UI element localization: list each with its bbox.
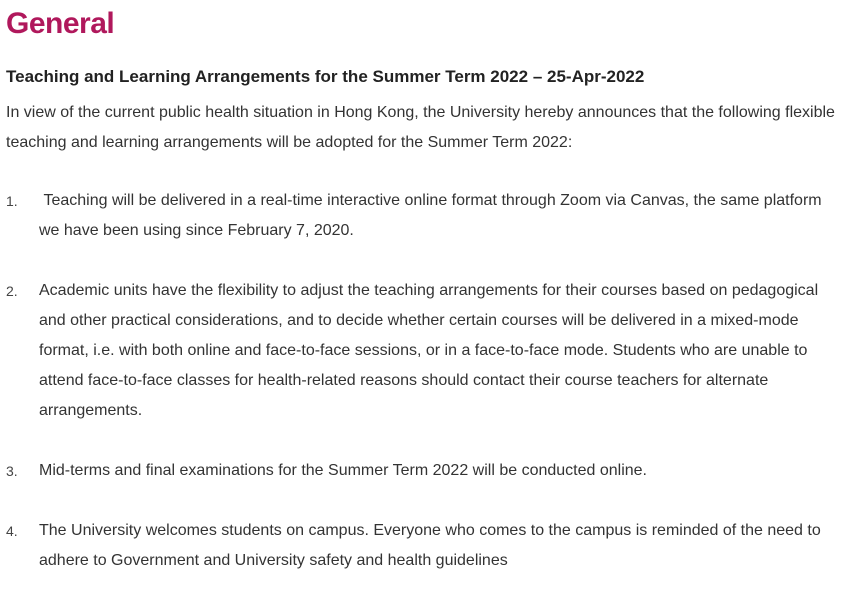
list-item-number: 2. — [6, 283, 18, 299]
list-item-text: The University welcomes students on campus. Everyone who comes to the campus is reminded of the need to adhere to Government and University safety and health guidelines — [39, 522, 821, 569]
list-item-text: Academic units have the flexibility to adjust the teaching arrangements for their courses based on pedagogical and other practical considerations, and to decide whether certain courses will be delivered in a mixed-mode format, i.e. with both online and face-to-face sessions, or in a face-to-face mode. Students who are unable to attend face-to-face classes for health-related reasons should contact their course teachers for alternate arrangements. — [39, 282, 819, 419]
arrangements-list — [6, 186, 846, 576]
list-item-number: 3. — [6, 463, 18, 479]
list-item-text: Mid-terms and final examinations for the Summer Term 2022 will be conducted online. — [39, 462, 647, 479]
list-item-number: 4. — [6, 523, 18, 539]
list-item-text: Teaching will be delivered in a real-time interactive online format through Zoom via Canvas, the same platform we have been using since February 7, 2020. — [39, 192, 822, 239]
notice-intro: In view of the current public health situation in Hong Kong, the University hereby announces that the following flexible teaching and learning arrangements will be adopted for the Summer Term 2022: — [6, 104, 835, 151]
list-item — [6, 456, 846, 486]
list-item — [6, 186, 846, 246]
page-title: General — [6, 7, 115, 40]
list-item — [6, 516, 846, 576]
notice-title: Teaching and Learning Arrangements for the Summer Term 2022 – 25-Apr-2022 — [6, 67, 645, 86]
list-item — [6, 276, 846, 426]
list-item-number: 1. — [6, 193, 18, 209]
